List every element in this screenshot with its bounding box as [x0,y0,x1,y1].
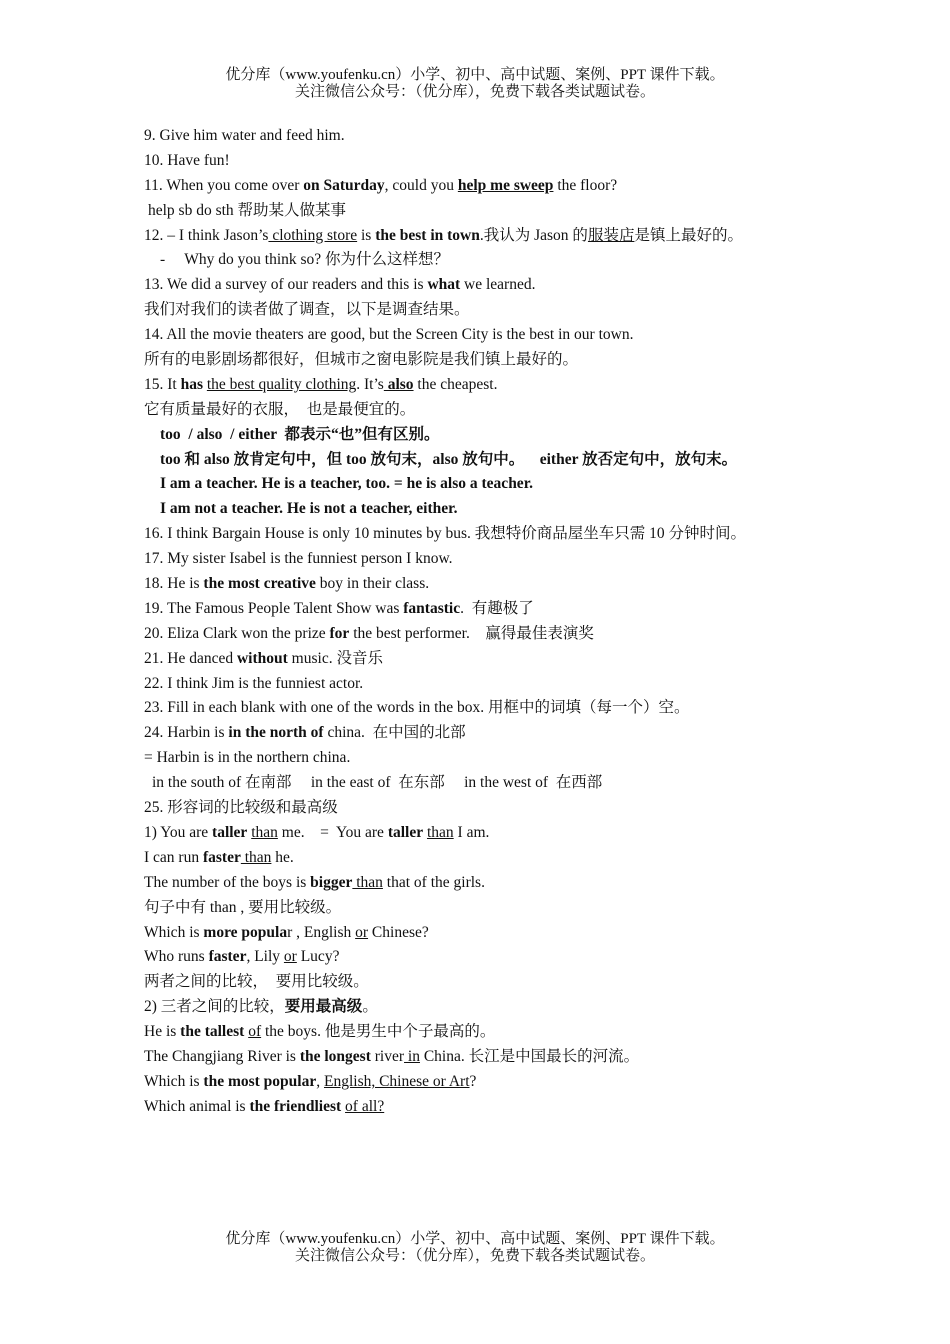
text-run: the friendliest [249,1097,342,1115]
text-run: more popula [203,923,288,941]
text-run: 所有的电影剧场都很好，但城市之窗电影院是我们镇上最好的。 [144,351,579,369]
text-line [144,1070,844,1095]
text-run: He is [144,1023,181,1041]
text-run: 两者之间的比较， 要用比较级。 [144,973,369,991]
text-line [144,323,844,348]
header-line-2: 关注微信公众号：（优分库），免费下载各类试题试卷。 [294,84,655,100]
text-line [144,871,844,896]
text-run: the longest [299,1047,371,1065]
text-line [144,174,844,199]
text-run: 23. Fill in each blank with one of the words in the box. 用框中的词填（每一个）空。 [144,699,690,717]
text-run: 22. I think Jim is the funniest actor. [144,674,364,692]
footer-line-1: 优分库（www.youfenku.cn）小学、初中、高中试题、案例、PPT 课件下载。 [225,1231,725,1247]
text-run: r , English [287,923,356,941]
text-run: . 有趣极了 [460,599,534,617]
text-run: on Saturday [303,176,385,194]
text-run: 是镇上最好的。 [634,226,743,244]
text-line [144,448,844,473]
header-line-1: 优分库（www.youfenku.cn）小学、初中、高中试题、案例、PPT 课件下载。 [225,67,725,83]
text-line [144,224,844,249]
text-run: 1) You are [144,823,213,841]
text-line [144,1095,844,1120]
text-run: what [427,276,461,294]
text-run: I am not a teacher. He is not a teacher, either. [160,500,458,518]
text-line [144,298,844,323]
text-line [144,149,844,174]
text-run: than [251,823,278,841]
document-body [144,124,844,1120]
text-run: 21. He danced [144,649,237,667]
text-run: of all? [345,1097,385,1115]
text-run: Which is [144,923,204,941]
text-run: 20. Eliza Clark won the prize [144,624,330,642]
text-run: too / also / either 都表示“也”但有区别。 [160,425,440,443]
text-line [144,647,844,672]
text-run: in the north of [228,724,324,742]
text-line [144,970,844,995]
text-line [144,547,844,572]
text-run: the tallest [180,1023,245,1041]
text-run: in [404,1047,420,1065]
text-line [144,199,844,224]
text-run: that of the girls. [382,873,485,891]
text-run: = Harbin is in the northern china. [144,749,351,767]
text-run: 25. 形容词的比较级和最高级 [144,799,338,817]
text-run: , could you [384,176,458,194]
text-run: 10. Have fun! [144,151,230,169]
text-run: the best quality clothing [206,375,357,393]
text-run: the best performer. 赢得最佳表演奖 [349,624,594,642]
text-run: the best in town [375,226,480,244]
text-run: . It’s [356,375,384,393]
text-run: , [316,1072,324,1090]
text-run: clothing store [268,226,358,244]
text-line [144,248,844,273]
text-line [144,398,844,423]
text-run: river [370,1047,405,1065]
text-run: The number of the boys is [144,873,311,891]
text-run: 要用最高级 [284,998,363,1016]
text-line [144,771,844,796]
text-run: boy in their class. [315,575,430,593]
text-run: - Why do you think so? 你为什么这样想？ [160,251,450,269]
text-line [144,1045,844,1070]
text-run: is [357,226,376,244]
text-run: faster [202,848,241,866]
text-line [144,373,844,398]
text-line [144,896,844,921]
text-run: 12. – I think Jason’s [144,226,269,244]
text-run: help sb do sth 帮助某人做某事 [148,201,347,219]
text-run: , Lily [246,948,284,966]
text-run: bigger [310,873,353,891]
page-header [0,67,950,101]
text-run: has [180,375,203,393]
text-run: 服装店 [587,226,635,244]
text-line [144,995,844,1020]
page-footer [0,1231,950,1265]
text-run: 。 [362,998,378,1016]
text-line [144,572,844,597]
text-run: than [352,873,383,891]
text-run: than [426,823,454,841]
text-run: or [355,923,369,941]
text-run: .我认为 Jason 的 [479,226,588,244]
text-run: help me sweep [457,176,554,194]
text-line [144,821,844,846]
text-run: without [236,649,288,667]
text-run: Chinese? [368,923,429,941]
text-line [144,846,844,871]
text-run: the floor? [553,176,618,194]
text-run: 15. It [144,375,181,393]
text-line [144,796,844,821]
text-line [144,497,844,522]
text-run: The Changjiang River is [144,1047,300,1065]
text-run: the most popular [203,1072,317,1090]
text-run: the boys. 他是男生中个子最高的。 [261,1023,496,1041]
text-run: the cheapest. [413,375,498,393]
text-run: 24. Harbin is [144,724,229,742]
text-run: 我们对我们的读者做了调查，以下是调查结果。 [144,301,470,319]
text-run: I am. [453,823,490,841]
text-run: 9. Give him water and feed him. [144,127,345,144]
text-run: the most creative [203,575,316,593]
text-run: 它有质量最好的衣服， 也是最便宜的。 [144,400,416,418]
text-run: fantastic [403,599,461,617]
text-run: 14. All the movie theaters are good, but the Screen City is the best in our town. [144,326,634,344]
text-run: 18. He is [144,575,204,593]
text-run: too 和 also 放肯定句中，但 too 放句末，also 放句中。 either 放否定句中，放句末。 [160,450,738,468]
text-line [144,921,844,946]
text-line [144,622,844,647]
text-run: faster [208,948,247,966]
text-line [144,423,844,448]
text-run: me. = You are [277,823,388,841]
text-run: Who runs [144,948,209,966]
text-run: China. 长江是中国最长的河流。 [419,1047,640,1065]
text-run: china. 在中国的北部 [323,724,466,742]
text-run: taller [387,823,424,841]
text-run: 17. My sister Isabel is the funniest person I know. [144,550,453,568]
text-line [144,597,844,622]
text-run: 2) 三者之间的比较， [144,998,285,1016]
text-run: Lucy? [296,948,340,966]
text-line [144,721,844,746]
text-run: also [383,375,414,393]
text-line [144,348,844,373]
text-line [144,522,844,547]
text-run: I can run [144,848,203,866]
footer-line-2: 关注微信公众号：（优分库），免费下载各类试题试卷。 [294,1248,655,1264]
text-line [144,945,844,970]
text-run: Which animal is [144,1097,250,1115]
text-run: in the south of 在南部 in the east of 在东部 in the west of 在西部 [152,774,603,792]
text-run: 16. I think Bargain House is only 10 minutes by bus. 我想特价商品屋坐车只需 10 分钟时间。 [144,525,747,543]
text-line [144,696,844,721]
text-line [144,472,844,497]
text-run: ? [469,1072,477,1090]
text-run: he. [271,848,294,866]
text-run: than [240,848,272,866]
text-line [144,672,844,697]
text-run: of [248,1023,262,1041]
text-run: I am a teacher. He is a teacher, too. = he is also a teacher. [160,475,534,493]
text-run: 11. When you come over [144,176,304,194]
text-run: 句子中有 than , 要用比较级。 [144,898,342,916]
text-run: Which is [144,1072,204,1090]
text-run: or [283,948,297,966]
text-run: for [329,624,350,642]
text-line [144,746,844,771]
text-line [144,1020,844,1045]
text-line [144,273,844,298]
text-line [144,124,844,149]
text-run: music. 没音乐 [287,649,383,667]
text-run: English, Chinese or Art [323,1072,470,1090]
text-run: 13. We did a survey of our readers and this is [144,276,428,294]
text-run: we learned. [460,276,536,294]
text-run: taller [212,823,248,841]
text-run: 19. The Famous People Talent Show was [144,599,404,617]
